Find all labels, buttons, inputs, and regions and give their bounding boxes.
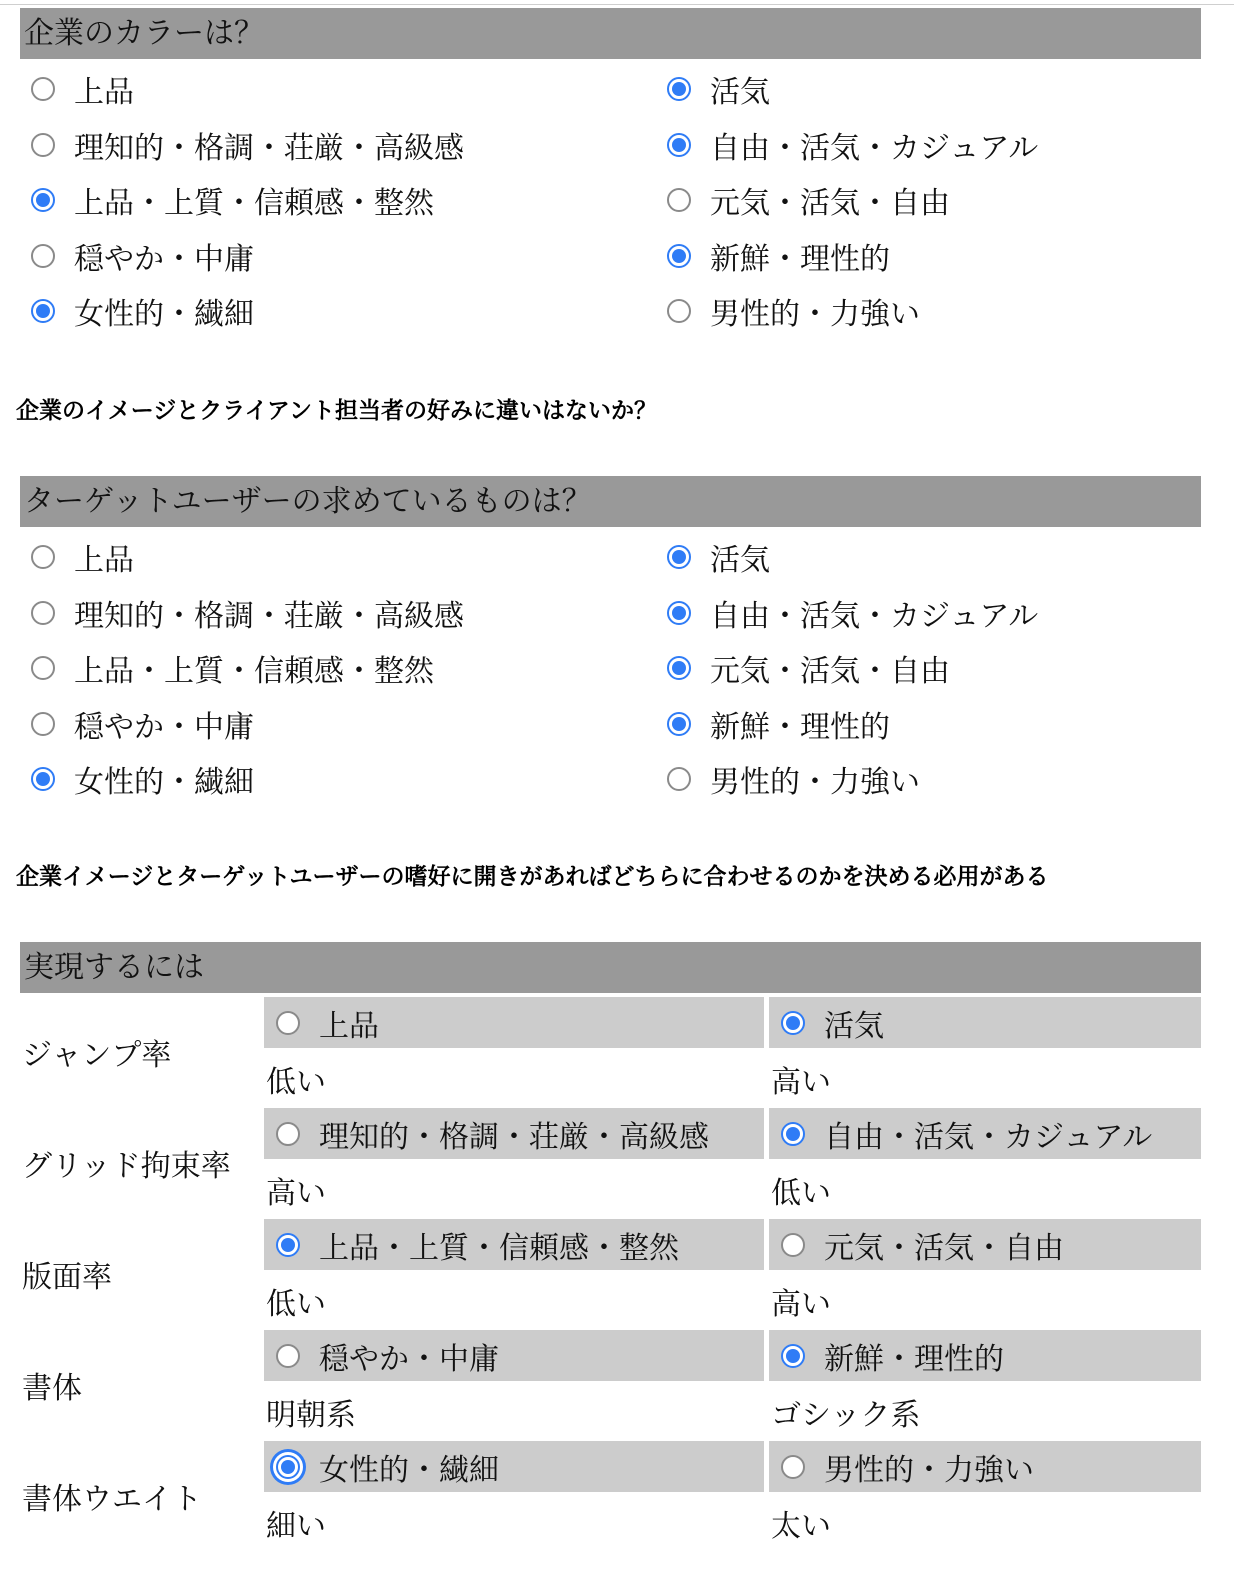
- radio-button[interactable]: [31, 601, 55, 625]
- option-cell-left[interactable]: [264, 1441, 764, 1492]
- option-cell-left[interactable]: [264, 997, 764, 1048]
- option-label: 上品・上質・信頼感・整然: [74, 654, 434, 689]
- option-sublabel: 高い: [771, 1287, 831, 1322]
- option-label: 自由・活気・カジュアル: [824, 1119, 1153, 1155]
- option-label: 理知的・格調・荘厳・高級感: [74, 130, 464, 166]
- option-label: 上品・上質・信頼感・整然: [74, 186, 434, 221]
- radio-button-checked[interactable]: [31, 188, 55, 212]
- option-label: 穏やか・中庸: [74, 241, 254, 277]
- radio-button[interactable]: [31, 244, 55, 268]
- option-label: 穏やか・中庸: [74, 709, 254, 745]
- radio-button-checked[interactable]: [31, 767, 55, 791]
- radio-button-checked[interactable]: [667, 244, 691, 268]
- section-header-company-color: 企業のカラーは？: [20, 8, 1201, 59]
- option-label: 元気・活気・自由: [824, 1230, 1064, 1266]
- section-header-target-user: ターゲットユーザーの求めているものは？: [20, 476, 1201, 527]
- radio-button-checked[interactable]: [781, 1011, 805, 1035]
- option-cell-right[interactable]: [769, 1441, 1201, 1492]
- row-label: グリッド拘束率: [22, 1149, 231, 1184]
- option-cell-left[interactable]: [264, 1219, 764, 1270]
- option-label: 上品: [74, 543, 134, 578]
- radio-button[interactable]: [667, 299, 691, 323]
- radio-option-right-3[interactable]: [667, 648, 950, 688]
- option-label: 元気・活気・自由: [710, 654, 950, 689]
- option-label: 女性的・繊細: [74, 765, 254, 800]
- option-label: 男性的・力強い: [824, 1452, 1034, 1488]
- radio-option-left-3[interactable]: [31, 180, 434, 220]
- radio-button[interactable]: [667, 767, 691, 791]
- option-label: 上品: [74, 75, 134, 110]
- option-cell-right[interactable]: [769, 1219, 1201, 1270]
- option-label: 活気: [710, 75, 770, 110]
- radio-button-checked[interactable]: [31, 299, 55, 323]
- note-company-vs-target: 企業イメージとターゲットユーザーの嗜好に開きがあればどちらに合わせるのかを決める必用がある: [16, 864, 1049, 890]
- row-label: ジャンプ率: [22, 1038, 172, 1073]
- option-sublabel: 低い: [266, 1065, 326, 1100]
- option-cell-left[interactable]: [264, 1108, 764, 1159]
- row-label: 書体ウエイト: [22, 1482, 202, 1517]
- option-label: 自由・活気・カジュアル: [710, 598, 1039, 634]
- radio-button-checked[interactable]: [667, 601, 691, 625]
- option-sublabel: 高い: [266, 1176, 326, 1211]
- option-cell-right[interactable]: [769, 997, 1201, 1048]
- top-divider: [0, 0, 1234, 5]
- option-label: 男性的・力強い: [710, 297, 920, 332]
- radio-button[interactable]: [31, 656, 55, 680]
- radio-option-right-5[interactable]: [667, 759, 920, 799]
- radio-option-left-2[interactable]: [31, 125, 464, 165]
- radio-option-right-2[interactable]: [667, 125, 1038, 165]
- radio-option-right-4[interactable]: [667, 236, 890, 276]
- option-sublabel: 明朝系: [266, 1398, 356, 1433]
- option-sublabel: 低い: [266, 1287, 326, 1322]
- option-cell-right[interactable]: [769, 1108, 1201, 1159]
- radio-option-right-2[interactable]: [667, 593, 1038, 633]
- radio-button[interactable]: [667, 188, 691, 212]
- option-cell-left[interactable]: [264, 1330, 764, 1381]
- radio-button[interactable]: [31, 545, 55, 569]
- option-label: 女性的・繊細: [74, 297, 254, 332]
- radio-button-checked[interactable]: [781, 1344, 805, 1368]
- radio-option-left-1[interactable]: [31, 537, 134, 577]
- row-label: 版面率: [22, 1260, 112, 1295]
- radio-button-checked[interactable]: [667, 77, 691, 101]
- option-label: 女性的・繊細: [319, 1452, 499, 1488]
- radio-option-left-4[interactable]: [31, 704, 254, 744]
- option-label: 新鮮・理性的: [824, 1341, 1004, 1377]
- radio-option-left-3[interactable]: [31, 648, 434, 688]
- radio-option-left-2[interactable]: [31, 593, 464, 633]
- radio-button-checked[interactable]: [667, 133, 691, 157]
- radio-button[interactable]: [276, 1011, 300, 1035]
- radio-option-left-4[interactable]: [31, 236, 254, 276]
- section-header-realization: 実現するには: [20, 942, 1201, 993]
- radio-button-checked[interactable]: [276, 1455, 300, 1479]
- radio-option-right-1[interactable]: [667, 69, 770, 109]
- radio-option-right-3[interactable]: [667, 180, 950, 220]
- radio-button[interactable]: [276, 1122, 300, 1146]
- option-label: 自由・活気・カジュアル: [710, 130, 1039, 166]
- radio-button-checked[interactable]: [667, 712, 691, 736]
- option-sublabel: 高い: [771, 1065, 831, 1100]
- radio-button-checked[interactable]: [667, 545, 691, 569]
- row-label: 書体: [22, 1371, 82, 1406]
- radio-option-left-1[interactable]: [31, 69, 134, 109]
- radio-button[interactable]: [31, 77, 55, 101]
- radio-button[interactable]: [31, 712, 55, 736]
- option-cell-right[interactable]: [769, 1330, 1201, 1381]
- radio-option-right-1[interactable]: [667, 537, 770, 577]
- radio-button[interactable]: [781, 1455, 805, 1479]
- option-label: 理知的・格調・荘厳・高級感: [319, 1119, 709, 1155]
- note-company-vs-client: 企業のイメージとクライアント担当者の好みに違いはないか？: [16, 398, 658, 424]
- option-label: 理知的・格調・荘厳・高級感: [74, 598, 464, 634]
- radio-button[interactable]: [276, 1344, 300, 1368]
- option-sublabel: 太い: [771, 1509, 831, 1544]
- radio-button[interactable]: [781, 1233, 805, 1257]
- option-label: 元気・活気・自由: [710, 186, 950, 221]
- option-label: 上品: [319, 1008, 379, 1044]
- radio-option-left-5[interactable]: [31, 759, 254, 799]
- radio-button-checked[interactable]: [667, 656, 691, 680]
- radio-button[interactable]: [31, 133, 55, 157]
- option-sublabel: ゴシック系: [771, 1398, 921, 1433]
- radio-button-checked[interactable]: [276, 1233, 300, 1257]
- option-label: 男性的・力強い: [710, 765, 920, 800]
- option-label: 新鮮・理性的: [710, 709, 890, 745]
- option-label: 新鮮・理性的: [710, 241, 890, 277]
- radio-option-left-5[interactable]: [31, 291, 254, 331]
- option-sublabel: 低い: [771, 1176, 831, 1211]
- radio-button-checked[interactable]: [781, 1122, 805, 1146]
- radio-option-right-4[interactable]: [667, 704, 890, 744]
- option-label: 穏やか・中庸: [319, 1341, 499, 1377]
- option-sublabel: 細い: [266, 1509, 326, 1544]
- option-label: 活気: [710, 543, 770, 578]
- option-label: 上品・上質・信頼感・整然: [319, 1230, 679, 1266]
- option-label: 活気: [824, 1008, 884, 1044]
- radio-option-right-5[interactable]: [667, 291, 920, 331]
